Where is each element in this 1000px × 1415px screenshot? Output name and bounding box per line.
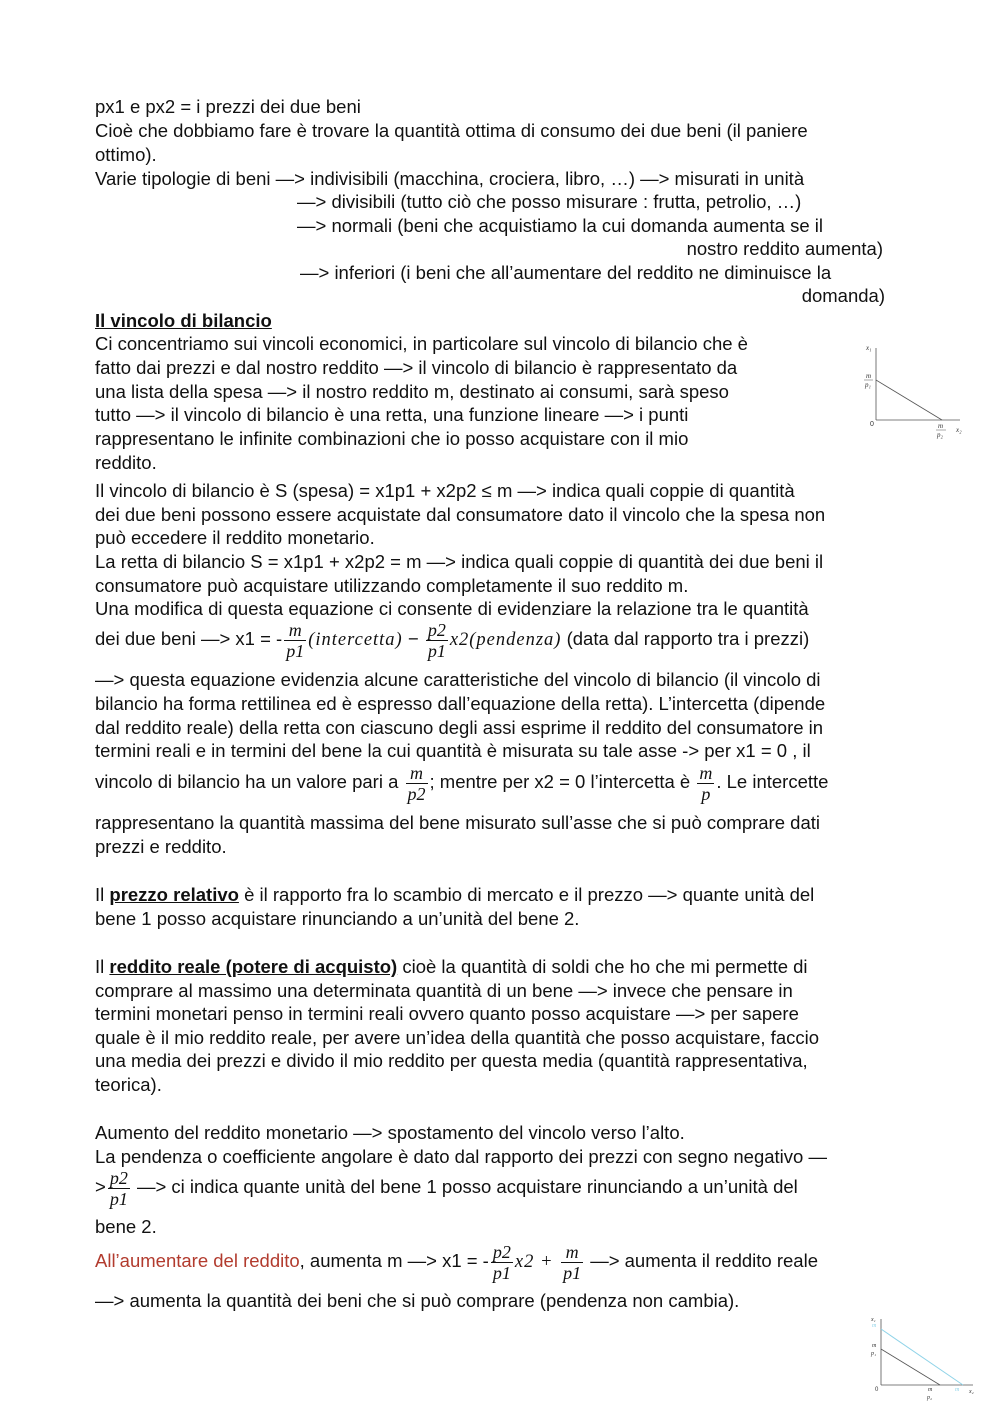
y-intercept-num: m — [872, 1343, 877, 1349]
x-intercept-shift: m — [955, 1387, 960, 1393]
budget-p1-line: una lista della spesa —> il nostro reddito m, destinato ai consumi, sarà speso — [95, 381, 729, 402]
real-income-line: teorica). — [95, 1074, 162, 1095]
intro-line-2: Cioè che dobbiamo fare è trovare la quantità ottima di consumo dei due beni (il paniere — [95, 120, 808, 141]
fraction-m-over-p1: $\frac{m}{p1}$ — [563, 1241, 582, 1283]
x-axis-label: x₂ — [956, 426, 962, 434]
real-income-line: una media dei prezzi e divido il mio reddito per questa media (quantità rappresentativa, — [95, 1050, 808, 1071]
budget-p2-line: Una modifica di questa equazione ci consente di evidenziare la relazione tra le quantità — [95, 598, 809, 619]
budget-p4-line: prezzi e reddito. — [95, 836, 227, 857]
x-intercept-num: m — [928, 1387, 933, 1393]
eq1-pendenza: x2(pendenza) — [449, 630, 562, 650]
types-normali-b: nostro reddito aumenta) — [686, 238, 883, 259]
increase-line-4: bene 2. — [95, 1216, 157, 1237]
types-inferiori-a: —> inferiori (i beni che all’aumentare del reddito ne diminuisce la — [300, 262, 832, 283]
x-intercept-den: p₂ — [927, 1395, 933, 1401]
fraction-p2-over-p1: $\frac{p2}{p1}$ — [492, 1241, 511, 1283]
y-axis-label: x₁ — [866, 344, 872, 352]
budget-p1-line: Ci concentriamo sui vincoli economici, in particolare sul vincolo di bilancio che è — [95, 333, 748, 354]
section-heading-budget: Il vincolo di bilancio — [95, 310, 272, 331]
y-intercept-num: m — [866, 372, 872, 380]
equation-line-2 — [95, 761, 828, 804]
budget-p2-line: Il vincolo di bilancio è S (spesa) = x1p1 + x2p2 ≤ m —> indica quali coppie di quantità — [95, 480, 795, 501]
budget-p1-line: tutto —> il vincolo di bilancio è una retta, una funzione lineare —> i punti — [95, 404, 689, 425]
eq2-pre: vincolo di bilancio ha un valore pari a — [95, 771, 404, 792]
x-intercept-den: p₂ — [937, 431, 943, 439]
equation-line-3: > $\frac{p2}{p1}$ —> ci indica quante unità del bene 1 posso acquistare rinunciando a un’unità del — [95, 1167, 798, 1209]
x-intercept-num: m — [938, 422, 944, 430]
budget-line-shifted — [881, 1329, 963, 1385]
income-shift-graph — [865, 1313, 980, 1413]
types-divisibili: —> divisibili (tutto ciò che posso misurare : frutta, petrolio, …) — [297, 191, 802, 212]
budget-p2-line: La retta di bilancio S = x1p1 + x2p2 = m —> indica quali coppie di quantità dei due beni il — [95, 551, 824, 572]
y-intercept-shift: m — [872, 1323, 877, 1329]
x-axis-label: x₂ — [969, 1389, 974, 1395]
intro-line-3: ottimo). — [95, 144, 157, 165]
term-prezzo-relativo: prezzo relativo — [109, 884, 239, 905]
real-income-line: comprare al massimo una determinata quantità di un bene —> invece che pensare in — [95, 980, 793, 1001]
budget-p4-line: rappresentano la quantità massima del bene misurato sull’asse che si può comprare dati — [95, 812, 820, 833]
origin-label: 0 — [870, 421, 874, 428]
budget-line-original — [881, 1349, 940, 1385]
increase-line-1: Aumento del reddito monetario —> spostamento del vincolo verso l’alto. — [95, 1122, 685, 1143]
intro-line-1: px1 e px2 = i prezzi dei due beni — [95, 96, 361, 117]
eq2-post: . Le intercette — [716, 771, 829, 792]
budget-p3-line: dal reddito reale) della retta con ciascuno degli assi esprime il reddito del consumatore in — [95, 717, 824, 738]
budget-p1-line: reddito. — [95, 452, 157, 473]
budget-p2-line: può eccedere il reddito monetario. — [95, 527, 375, 548]
eq1-post: (data dal rapporto tra i prezzi) — [566, 628, 810, 649]
y-intercept-den: p₁ — [871, 1351, 877, 1357]
origin-label: 0 — [875, 1387, 879, 1393]
fraction-p2-over-p1: $\frac{p2}{p1}$ — [109, 1167, 128, 1209]
relative-price-line-1: Il prezzo relativo è il rapporto fra lo scambio di mercato e il prezzo —> quante unità del — [95, 884, 815, 905]
fraction-m-over-p: $\frac{m}{p}$ — [699, 762, 713, 804]
budget-line — [876, 380, 942, 420]
eq1-minus: − — [402, 628, 424, 649]
eq2-mid: ; mentre per x2 = 0 l’intercetta è — [429, 771, 696, 792]
budget-p1-line: rappresentano le infinite combinazioni che io posso acquistare con il mio — [95, 428, 689, 449]
budget-p3-line: —> questa equazione evidenzia alcune caratteristiche del vincolo di bilancio (il vincolo di — [95, 669, 821, 690]
real-income-line-1: Il reddito reale (potere di acquisto) cioè la quantità di soldi che ho che mi permette di — [95, 956, 808, 977]
real-income-line: termini monetari penso in termini reali ovvero quanto posso acquistare —> per sapere — [95, 1003, 799, 1024]
budget-p1-line: fatto dai prezzi e dal nostro reddito —> il vincolo di bilancio è rappresentato da — [95, 357, 738, 378]
y-intercept-den: p₁ — [865, 381, 871, 389]
eq1-pre: dei due beni —> x1 = - — [95, 628, 283, 649]
types-lead: Varie tipologie di beni —> indivisibili (macchina, crociera, libro, …) —> misurati in unità — [95, 168, 805, 189]
budget-line-graph — [860, 340, 970, 440]
eq1-intercetta: (intercetta) — [308, 630, 403, 650]
equation-line-4: All’aumentare del reddito, aumenta m —> x1 = - $\frac{p2}{p1}$ x2 + $\frac{m}{p1}$ —> aumenta il reddito reale — [95, 1241, 818, 1283]
increase-line-2: La pendenza o coefficiente angolare è dato dal rapporto dei prezzi con segno negativo — — [95, 1146, 827, 1167]
y-axis-label: x₁ — [871, 1317, 876, 1323]
budget-p2-line: dei due beni possono essere acquistate dal consumatore dato il vincolo che la spesa non — [95, 504, 826, 525]
fraction-p2-over-p1: $\frac{p2}{p1}$ — [427, 619, 446, 661]
fraction-m-over-p1: $\frac{m}{p1}$ — [286, 619, 305, 661]
budget-p2-line: consumatore può acquistare utilizzando completamente il suo reddito m. — [95, 575, 689, 596]
real-income-line: quale è il mio reddito reale, per avere un’idea della quantità che posso acquistare, faccio — [95, 1027, 820, 1048]
relative-price-line-2: bene 1 posso acquistare rinunciando a un’unità del bene 2. — [95, 908, 580, 929]
equation-line-1 — [95, 618, 809, 661]
highlight-aumentare-reddito: All’aumentare del reddito — [95, 1250, 300, 1271]
increase-line-6: —> aumenta la quantità dei beni che si può comprare (pendenza non cambia). — [95, 1290, 740, 1311]
budget-p3-line: termini reali e in termini del bene la cui quantità è misurata su tale asse -> per x1 = 0 , il — [95, 740, 811, 761]
types-inferiori-b: domanda) — [801, 285, 885, 306]
term-reddito-reale: reddito reale (potere di acquisto) — [109, 956, 398, 977]
budget-p3-line: bilancio ha forma rettilinea ed è espresso dall’equazione della retta). L’intercetta (dipende — [95, 693, 826, 714]
types-normali-a: —> normali (beni che acquistiamo la cui domanda aumenta se il — [297, 215, 823, 236]
fraction-m-over-p2: $\frac{m}{p2}$ — [407, 762, 426, 804]
